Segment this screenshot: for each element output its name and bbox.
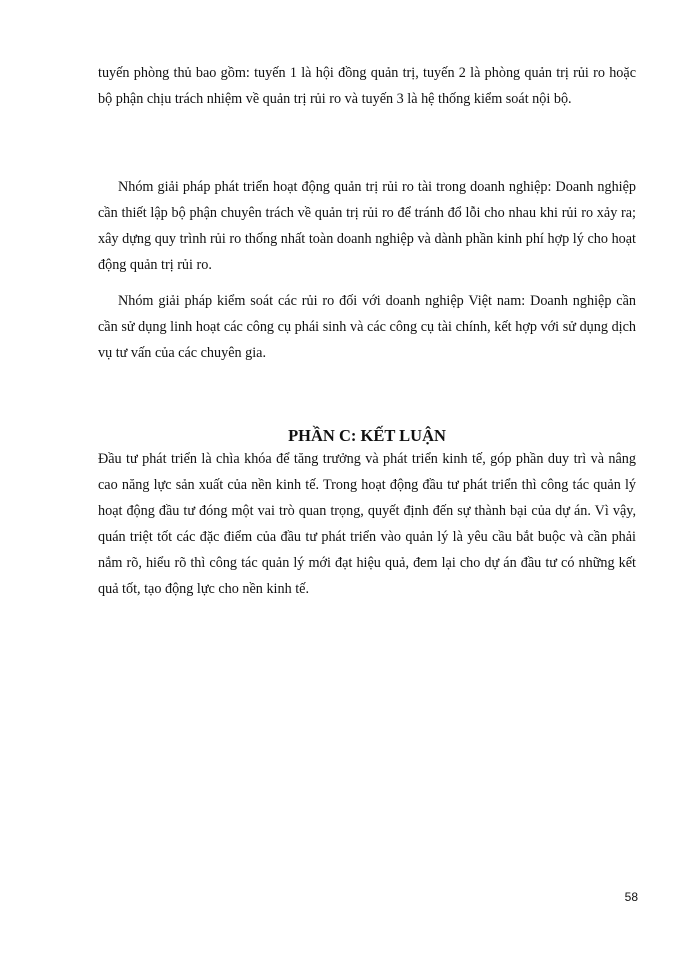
paragraph-defense-lines: tuyến phòng thủ bao gồm: tuyến 1 là hội đồng quản trị, tuyến 2 là phòng quản trị rủi ro hoặc bộ phận chịu trách nhiệm về quản trị rủi ro và tuyến 3 là hệ thống kiểm soát nội bộ. — [98, 65, 636, 107]
paragraph-risk-control: Nhóm giải pháp kiểm soát các rủi ro đối với doanh nghiệp Việt nam: Doanh nghiệp cần cần sử dụng linh hoạt các công cụ phái sinh và các công cụ tài chính, kết hợp với sử dụng dịch vụ tư vấn của các chuyên gia. — [98, 293, 636, 361]
paragraph-conclusion: Đầu tư phát triển là chìa khóa để tăng trưởng và phát triển kinh tế, góp phần duy trì và nâng cao năng lực sản xuất của nền kinh tế. Trong hoạt động đầu tư phát triển thì công tác quản lý hoạt động đầu tư đóng một vai trò quan trọng, quyết định đến sự thành bại của dự án. Vì vậy, quán triệt tốt các đặc điểm của đầu tư phát triển vào quản lý là yêu cầu bắt buộc và cần phải nắm rõ, hiểu rõ thì công tác quản lý mới đạt hiệu quả, đem lại cho dự án đầu tư có những kết quả tốt, tạo động lực cho nền kinh tế. — [98, 451, 636, 597]
page-number: 58 — [624, 890, 638, 904]
paragraph-risk-management-development: Nhóm giải pháp phát triển hoạt động quản trị rủi ro tài trong doanh nghiệp: Doanh nghiệp cần thiết lập bộ phận chuyên trách về quản trị rủi ro để tránh đổ lỗi cho nhau khi rủi ro xảy ra; xây dựng quy trình rủi ro thống nhất toàn doanh nghiệp và dành phần kinh phí hợp lý cho hoạt động quản trị rủi ro. — [98, 179, 636, 273]
section-heading-conclusion: PHẦN C: KẾT LUẬN — [288, 426, 446, 445]
